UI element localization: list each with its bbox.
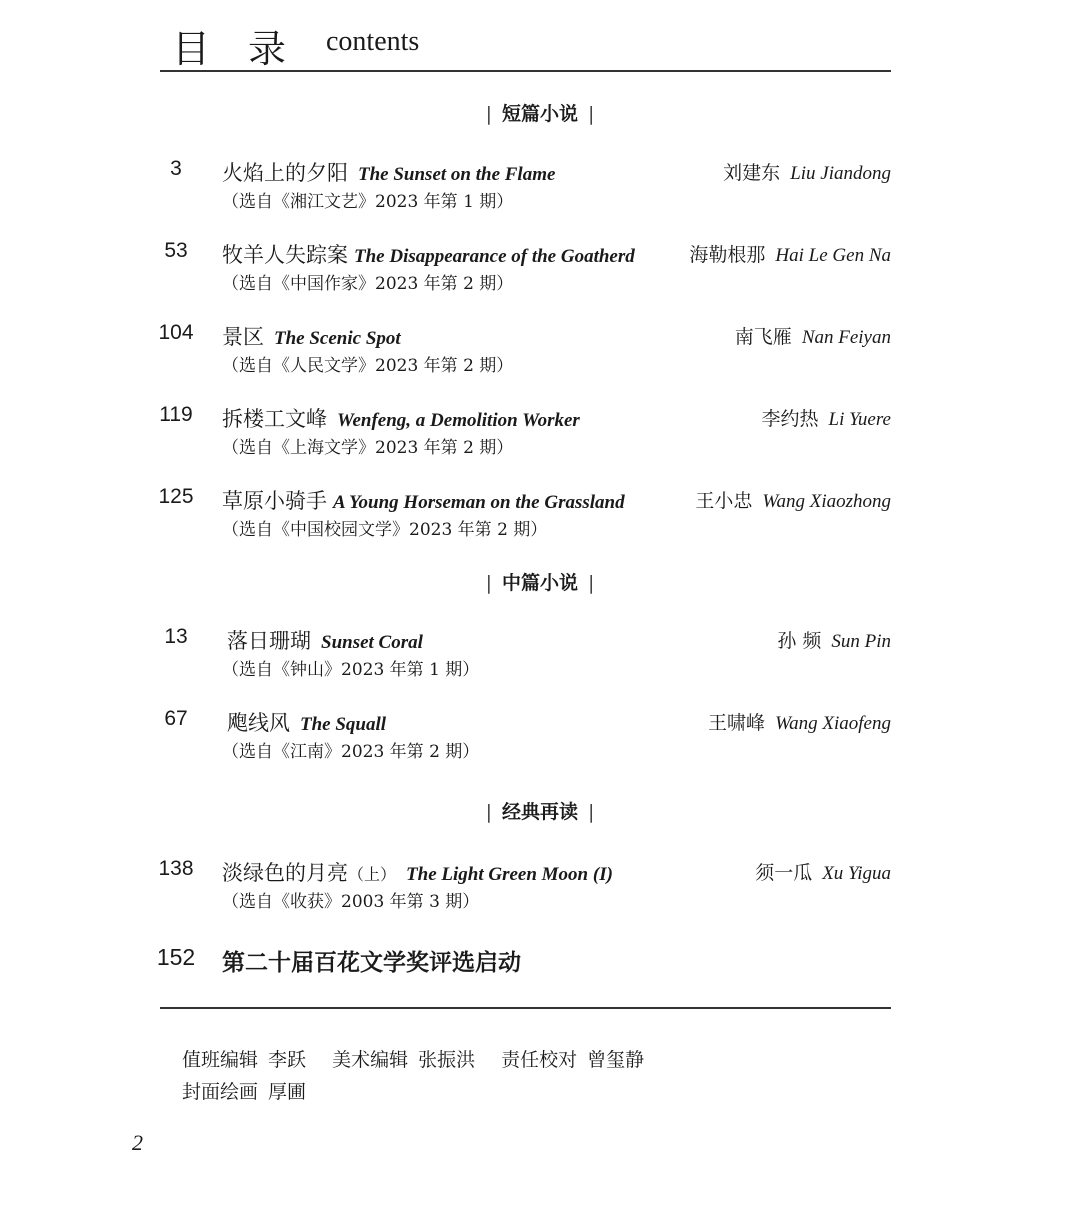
section-marker-left: | [485, 572, 492, 594]
entry-title-zh: 火焰上的夕阳 [222, 161, 348, 185]
credit-name: 曾玺静 [587, 1049, 645, 1071]
page-title-zh: 目录 [172, 27, 325, 71]
section-heading-short-stories [0, 99, 1080, 126]
section-marker-left: | [485, 801, 492, 823]
credit-item [182, 1049, 306, 1071]
entry-title-en: The Sunset on the Flame [358, 164, 556, 185]
entry-author-zh: 海勒根那 [689, 244, 766, 266]
entry-source: （选自《收获》2003 年第 3 期） [222, 892, 480, 912]
credit-role: 责任校对 [501, 1049, 578, 1071]
entry-source: （选自《中国作家》2023 年第 2 期） [222, 274, 514, 294]
entry-author-en: Hai Le Gen Na [775, 245, 891, 266]
entry-author-zh: 王小忠 [695, 490, 753, 512]
credits-line-2 [182, 1077, 326, 1104]
entry-source: （选自《湘江文艺》2023 年第 1 期） [222, 192, 514, 212]
entry-title: 第二十届百花文学奖评选启动 [222, 950, 521, 976]
entry-title-en: The Squall [300, 714, 387, 735]
entry-source: （选自《人民文学》2023 年第 2 期） [222, 356, 514, 376]
entry-title [222, 239, 635, 269]
entry-page-number: 138 [158, 857, 194, 880]
credit-item [501, 1049, 644, 1071]
toc-entry[interactable] [0, 403, 1080, 469]
entry-author-en: Liu Jiandong [790, 163, 891, 184]
toc-entry[interactable] [0, 321, 1080, 387]
entry-title-zh: 飑线风 [227, 711, 290, 735]
entry-author-zh: 王啸峰 [708, 712, 766, 734]
entry-author [735, 322, 891, 349]
section-heading-label: 短篇小说 [501, 103, 578, 125]
credit-item [332, 1049, 475, 1071]
entry-title-en: The Light Green Moon (I) [406, 864, 613, 885]
section-marker-right: | [588, 801, 595, 823]
entry-page-number: 53 [164, 239, 188, 262]
entry-title-zh: 景区 [222, 325, 264, 349]
entry-author [695, 486, 891, 513]
entry-title [227, 625, 423, 655]
credit-role: 美术编辑 [332, 1049, 409, 1071]
entry-title [222, 857, 613, 887]
section-heading-label: 中篇小说 [501, 572, 578, 594]
entry-author [708, 708, 891, 735]
entry-title [222, 321, 401, 351]
entry-page-number: 67 [164, 707, 188, 730]
entry-source: （选自《钟山》2023 年第 1 期） [222, 660, 480, 680]
entry-title-en: The Disappearance of the Goatherd [354, 246, 635, 267]
entry-author-en: Wang Xiaozhong [762, 491, 891, 512]
credit-item [182, 1081, 306, 1103]
entry-source: （选自《中国校园文学》2023 年第 2 期） [222, 520, 548, 540]
entry-source: （选自《江南》2023 年第 2 期） [222, 742, 480, 762]
entry-author-en: Xu Yigua [822, 863, 891, 884]
entry-author-en: Nan Feiyan [801, 327, 891, 348]
page-title-en: contents [326, 26, 420, 57]
entry-title-zh: 拆楼工文峰 [222, 407, 327, 431]
entry-author-en: Li Yuere [828, 409, 891, 430]
entry-title-en: The Scenic Spot [274, 328, 401, 349]
section-heading-classics [0, 797, 1080, 824]
entry-author [689, 240, 891, 267]
entry-page-number: 119 [159, 403, 193, 426]
entry-author [777, 626, 891, 653]
entry-title-zh: 牧羊人失踪案 [222, 243, 348, 267]
section-heading-label: 经典再读 [501, 801, 578, 823]
section-marker-left: | [485, 103, 492, 125]
toc-entry[interactable] [0, 485, 1080, 551]
entry-author-zh: 孙 频 [777, 630, 822, 652]
entry-author-en: Sun Pin [831, 631, 891, 652]
credit-name: 李跃 [268, 1049, 307, 1071]
credit-name: 厚圃 [268, 1081, 307, 1103]
entry-page-number: 125 [158, 485, 194, 508]
entry-title-zh: 淡绿色的月亮 [222, 861, 348, 885]
entry-title-en: Sunset Coral [321, 632, 423, 653]
entry-page-number: 104 [158, 321, 194, 344]
entry-title [222, 403, 580, 433]
toc-entry[interactable] [0, 857, 1080, 923]
entry-title-zh: 落日珊瑚 [227, 629, 311, 653]
entry-author-zh: 须一瓜 [755, 862, 813, 884]
entry-author-zh: 李约热 [761, 408, 819, 430]
entry-title-zh: 草原小骑手 [222, 489, 327, 513]
entry-author-en: Wang Xiaofeng [775, 713, 891, 734]
entry-author [723, 158, 891, 185]
toc-entry[interactable] [0, 157, 1080, 223]
section-marker-right: | [588, 572, 595, 594]
entry-author [762, 404, 892, 431]
entry-author-zh: 刘建东 [723, 162, 781, 184]
entry-page-number: 13 [164, 625, 188, 648]
credits-line-1 [182, 1045, 664, 1072]
entry-source: （选自《上海文学》2023 年第 2 期） [222, 438, 514, 458]
toc-entry[interactable] [0, 707, 1080, 773]
entry-title-en: A Young Horseman on the Grassland [333, 492, 625, 513]
footer-divider [160, 1007, 891, 1009]
toc-entry[interactable] [0, 625, 1080, 691]
toc-entry[interactable] [0, 239, 1080, 305]
credit-role: 值班编辑 [182, 1049, 259, 1071]
entry-title [227, 707, 386, 737]
header-divider [160, 70, 891, 72]
credit-role: 封面绘画 [182, 1081, 259, 1103]
entry-title [222, 485, 625, 515]
section-marker-right: | [588, 103, 595, 125]
page-folio-number: 2 [132, 1130, 143, 1155]
entry-page-number: 3 [170, 157, 182, 180]
entry-title-zh-suffix: （上） [348, 865, 397, 884]
entry-title-en: Wenfeng, a Demolition Worker [337, 410, 580, 431]
section-heading-novellas [0, 568, 1080, 595]
entry-page-number: 152 [156, 944, 196, 970]
entry-author-zh: 南飞雁 [734, 326, 792, 348]
entry-title [222, 157, 555, 187]
entry-author [755, 858, 891, 885]
credit-name: 张振洪 [418, 1049, 476, 1071]
